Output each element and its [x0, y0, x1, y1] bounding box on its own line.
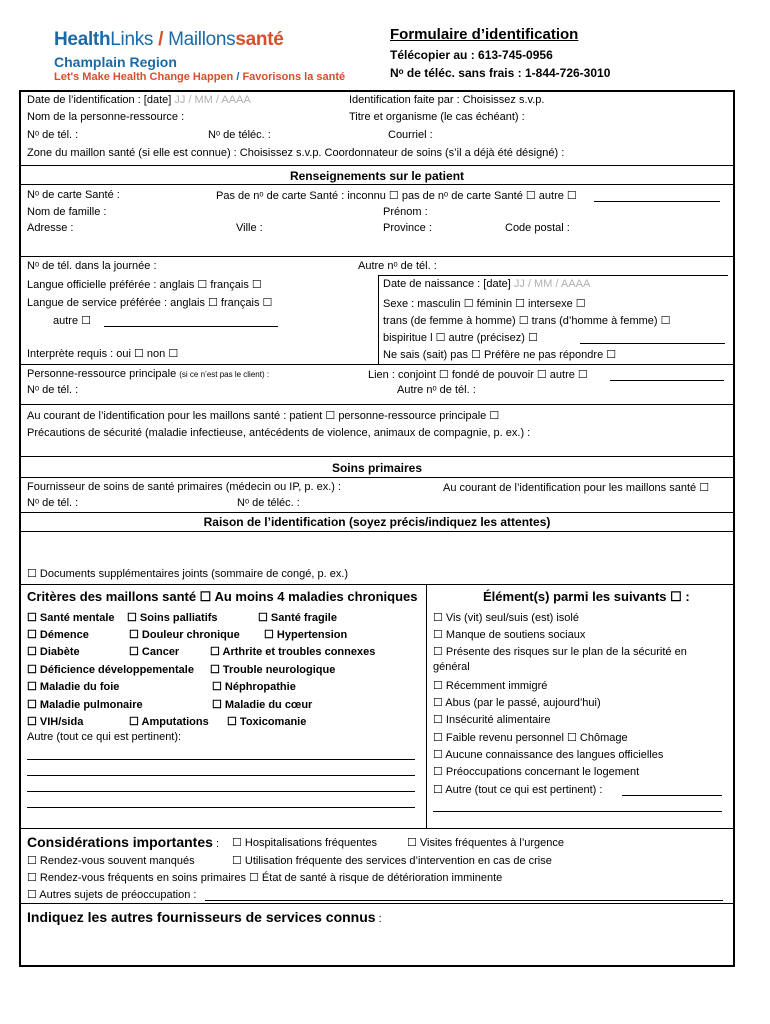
criterion-other-line[interactable]	[27, 759, 415, 760]
link-other-line	[610, 380, 724, 381]
province-field[interactable]: Province :	[383, 222, 432, 234]
fax-field[interactable]: Nᵒ de téléc. :	[208, 129, 271, 141]
divider	[19, 456, 735, 457]
elements-heading: Élément(s) parmi les suivants ☐ :	[483, 589, 690, 604]
dob-input[interactable]: JJ / MM / AAAA	[513, 278, 591, 290]
criterion-neurological[interactable]: ☐ Trouble neurologique	[210, 664, 336, 676]
criterion-chronic-pain[interactable]: ☐ Douleur chronique	[129, 629, 240, 641]
consideration-er-visits[interactable]: ☐ Visites fréquentes à l’urgence	[407, 837, 565, 849]
element-other-line[interactable]	[433, 811, 722, 812]
divider	[19, 903, 735, 904]
other-providers-heading: Indiquez les autres fournisseurs de services connus :	[27, 909, 382, 925]
primary-aware-checkbox[interactable]: Au courant de l’identification pour les maillons santé ☐	[443, 482, 710, 494]
considerations-heading: Considérations importantes :	[27, 834, 220, 850]
address-field[interactable]: Adresse :	[27, 222, 74, 234]
referral-date-input[interactable]: JJ / MM / AAAA	[174, 94, 251, 106]
interpreter-options[interactable]: Interprète requis : oui ☐ non ☐	[27, 348, 179, 360]
criterion-dementia[interactable]: ☐ Démence	[27, 629, 89, 641]
bispiritual-options[interactable]: bispiritue l ☐ autre (précisez) ☐	[383, 332, 538, 344]
consideration-other[interactable]: ☐ Autres sujets de préoccupation :	[27, 889, 197, 901]
sex-other-line	[580, 343, 725, 344]
criterion-pulmonary[interactable]: ☐ Maladie pulmonaire	[27, 699, 143, 711]
consideration-hospitalizations[interactable]: ☐ Hospitalisations fréquentes	[232, 837, 377, 849]
element-safety-risk-cont: général	[433, 661, 470, 673]
email-field[interactable]: Courriel :	[388, 129, 433, 141]
primary-tel-field[interactable]: Nᵒ de tél. :	[27, 497, 79, 509]
fax-number: Télécopier au : 613-745-0956	[390, 48, 553, 62]
element-isolated[interactable]: ☐ Vis (vit) seul/suis (est) isolé	[433, 612, 579, 624]
divider	[19, 828, 735, 829]
element-immigrant[interactable]: ☐ Récemment immigré	[433, 680, 548, 692]
resource-tel-field[interactable]: Nᵒ de tél. :	[27, 384, 79, 396]
criterion-hypertension[interactable]: ☐ Hypertension	[264, 629, 348, 641]
dob-underline	[378, 275, 728, 276]
divider	[19, 477, 735, 478]
resource-name-field[interactable]: Nom de la personne-ressource :	[27, 111, 185, 123]
divider	[19, 184, 735, 185]
service-language-options[interactable]: Langue de service préférée : anglais ☐ français ☐	[27, 297, 273, 309]
language-other-line	[104, 326, 278, 327]
criterion-other-line[interactable]	[27, 791, 415, 792]
region-label: Champlain Region	[54, 54, 177, 70]
slogan: Let's Make Health Change Happen / Favorisons la santé	[54, 71, 346, 83]
safety-field[interactable]: Précautions de sécurité (maladie infectieuse, antécédents de violence, animaux de compagnie, p. ex.) :	[27, 427, 531, 439]
element-low-income[interactable]: ☐ Faible revenu personnel ☐ Chômage	[433, 732, 628, 744]
day-tel-field[interactable]: Nᵒ de tél. dans la journée :	[27, 260, 157, 272]
criterion-other-line[interactable]	[27, 775, 415, 776]
sex-unknown-options[interactable]: Ne sais (sait) pas ☐ Préfère ne pas répondre ☐	[383, 349, 617, 361]
element-other[interactable]: ☐ Autre (tout ce qui est pertinent) :	[433, 784, 603, 796]
main-resource-label: Personne-ressource principale (si ce n’est pas le client) :	[27, 368, 270, 380]
resource-other-tel-field[interactable]: Autre nᵒ de tél. :	[397, 384, 476, 396]
language-other-option[interactable]: autre ☐	[53, 315, 91, 327]
tollfree-fax-number: Nᵒ de téléc. sans frais : 1-844-726-3010	[390, 66, 611, 80]
dob-field: Date de naissance : [date] JJ / MM / AAAA	[383, 278, 591, 290]
official-language-options[interactable]: Langue officielle préférée : anglais ☐ français ☐	[27, 279, 262, 291]
trans-options[interactable]: trans (de femme à homme) ☐ trans (d’homme à femme) ☐	[383, 315, 671, 327]
criterion-mental-health[interactable]: ☐ Santé mentale	[27, 612, 115, 624]
criterion-heart[interactable]: ☐ Maladie du cœur	[212, 699, 313, 711]
tel-field[interactable]: Nᵒ de tél. :	[27, 129, 79, 141]
primary-provider-field[interactable]: Fournisseur de soins de santé primaires (médecin ou IP, p. ex.) :	[27, 481, 342, 493]
divider	[19, 404, 735, 405]
element-other-line[interactable]	[622, 795, 722, 796]
consideration-crisis-services[interactable]: ☐ Utilisation fréquente des services d’intervention en cas de crise	[232, 855, 552, 867]
primary-fax-field[interactable]: Nᵒ de téléc. :	[237, 497, 300, 509]
sex-options[interactable]: Sexe : masculin ☐ féminin ☐ intersexe ☐	[383, 298, 586, 310]
referred-by-select[interactable]: Identification faite par : Choisissez s.v.p.	[349, 94, 545, 106]
referral-date: Date de l’identification : [date] JJ / MM / AAAA	[27, 94, 251, 106]
logo-wordmark: HealthLinks / Maillonssanté	[54, 29, 284, 50]
other-tel-field[interactable]: Autre nᵒ de tél. :	[358, 260, 437, 272]
documents-attached-checkbox[interactable]: ☐ Documents supplémentaires joints (sommaire de congé, p. ex.)	[27, 568, 349, 580]
criterion-arthritis[interactable]: ☐ Arthrite et troubles connexes	[210, 646, 376, 658]
form-title: Formulaire d’identification	[390, 26, 579, 43]
consideration-other-line[interactable]	[205, 900, 723, 901]
link-options[interactable]: Lien : conjoint ☐ fondé de pouvoir ☐ autre ☐	[368, 369, 588, 381]
divider	[19, 165, 735, 166]
criterion-frail[interactable]: ☐ Santé fragile	[258, 612, 337, 624]
element-no-official-language[interactable]: ☐ Aucune connaissance des langues officielles	[433, 749, 664, 761]
divider	[19, 256, 735, 257]
criterion-developmental[interactable]: ☐ Déficience développementale	[27, 664, 194, 676]
other-card-line	[594, 201, 720, 202]
criterion-amputations[interactable]: ☐ Amputations	[129, 716, 209, 728]
reason-heading: Raison de l’identification (soyez précis/indiquez les attentes)	[203, 515, 551, 529]
element-food-insecurity[interactable]: ☐ Insécurité alimentaire	[433, 714, 551, 726]
primary-care-heading: Soins primaires	[331, 461, 423, 475]
health-card-field[interactable]: Nᵒ de carte Santé :	[27, 189, 120, 201]
criterion-addiction[interactable]: ☐ Toxicomanie	[227, 716, 307, 728]
divider	[19, 364, 735, 365]
first-name-field[interactable]: Prénom :	[383, 206, 428, 218]
criteria-heading: Critères des maillons santé ☐ Au moins 4 maladies chroniques	[27, 589, 418, 604]
last-name-field[interactable]: Nom de famille :	[27, 206, 107, 218]
criterion-palliative[interactable]: ☐ Soins palliatifs	[127, 612, 218, 624]
patient-section-heading: Renseignements sur le patient	[289, 169, 465, 183]
aware-options[interactable]: Au courant de l’identification pour les maillons santé : patient ☐ personne-ressource principale ☐	[27, 410, 500, 422]
consideration-missed-appointments[interactable]: ☐ Rendez-vous souvent manqués	[27, 855, 195, 867]
criterion-other-line[interactable]	[27, 807, 415, 808]
city-field[interactable]: Ville :	[236, 222, 263, 234]
column-divider	[426, 584, 427, 828]
element-abuse[interactable]: ☐ Abus (par le passé, aujourd’hui)	[433, 697, 601, 709]
title-org-field[interactable]: Titre et organisme (le cas échéant) :	[349, 111, 525, 123]
criterion-diabetes[interactable]: ☐ Diabète	[27, 646, 80, 658]
postal-code-field[interactable]: Code postal :	[505, 222, 570, 234]
criterion-hiv[interactable]: ☐ VIH/sida	[27, 716, 84, 728]
criterion-nephropathy[interactable]: ☐ Néphropathie	[212, 681, 296, 693]
element-social-support[interactable]: ☐ Manque de soutiens sociaux	[433, 629, 586, 641]
divider	[19, 531, 735, 532]
no-health-card-options[interactable]: Pas de nᵒ de carte Santé : inconnu ☐ pas de nᵒ de carte Santé ☐ autre ☐	[216, 190, 577, 202]
element-housing[interactable]: ☐ Préoccupations concernant le logement	[433, 766, 640, 778]
divider	[19, 584, 735, 585]
sex-box-left	[378, 275, 379, 365]
criterion-liver[interactable]: ☐ Maladie du foie	[27, 681, 120, 693]
element-safety-risk[interactable]: ☐ Présente des risques sur le plan de la sécurité en	[433, 646, 687, 658]
divider	[19, 512, 735, 513]
criterion-cancer[interactable]: ☐ Cancer	[129, 646, 180, 658]
zone-select[interactable]: Zone du maillon santé (si elle est connue) : Choisissez s.v.p. Coordonnateur de soins (s’il a déjà été désigné) :	[27, 147, 565, 159]
criterion-other-label: Autre (tout ce qui est pertinent):	[27, 731, 182, 743]
consideration-primary-visits[interactable]: ☐ Rendez-vous fréquents en soins primaires ☐ État de santé à risque de détérioration imminente	[27, 872, 503, 884]
